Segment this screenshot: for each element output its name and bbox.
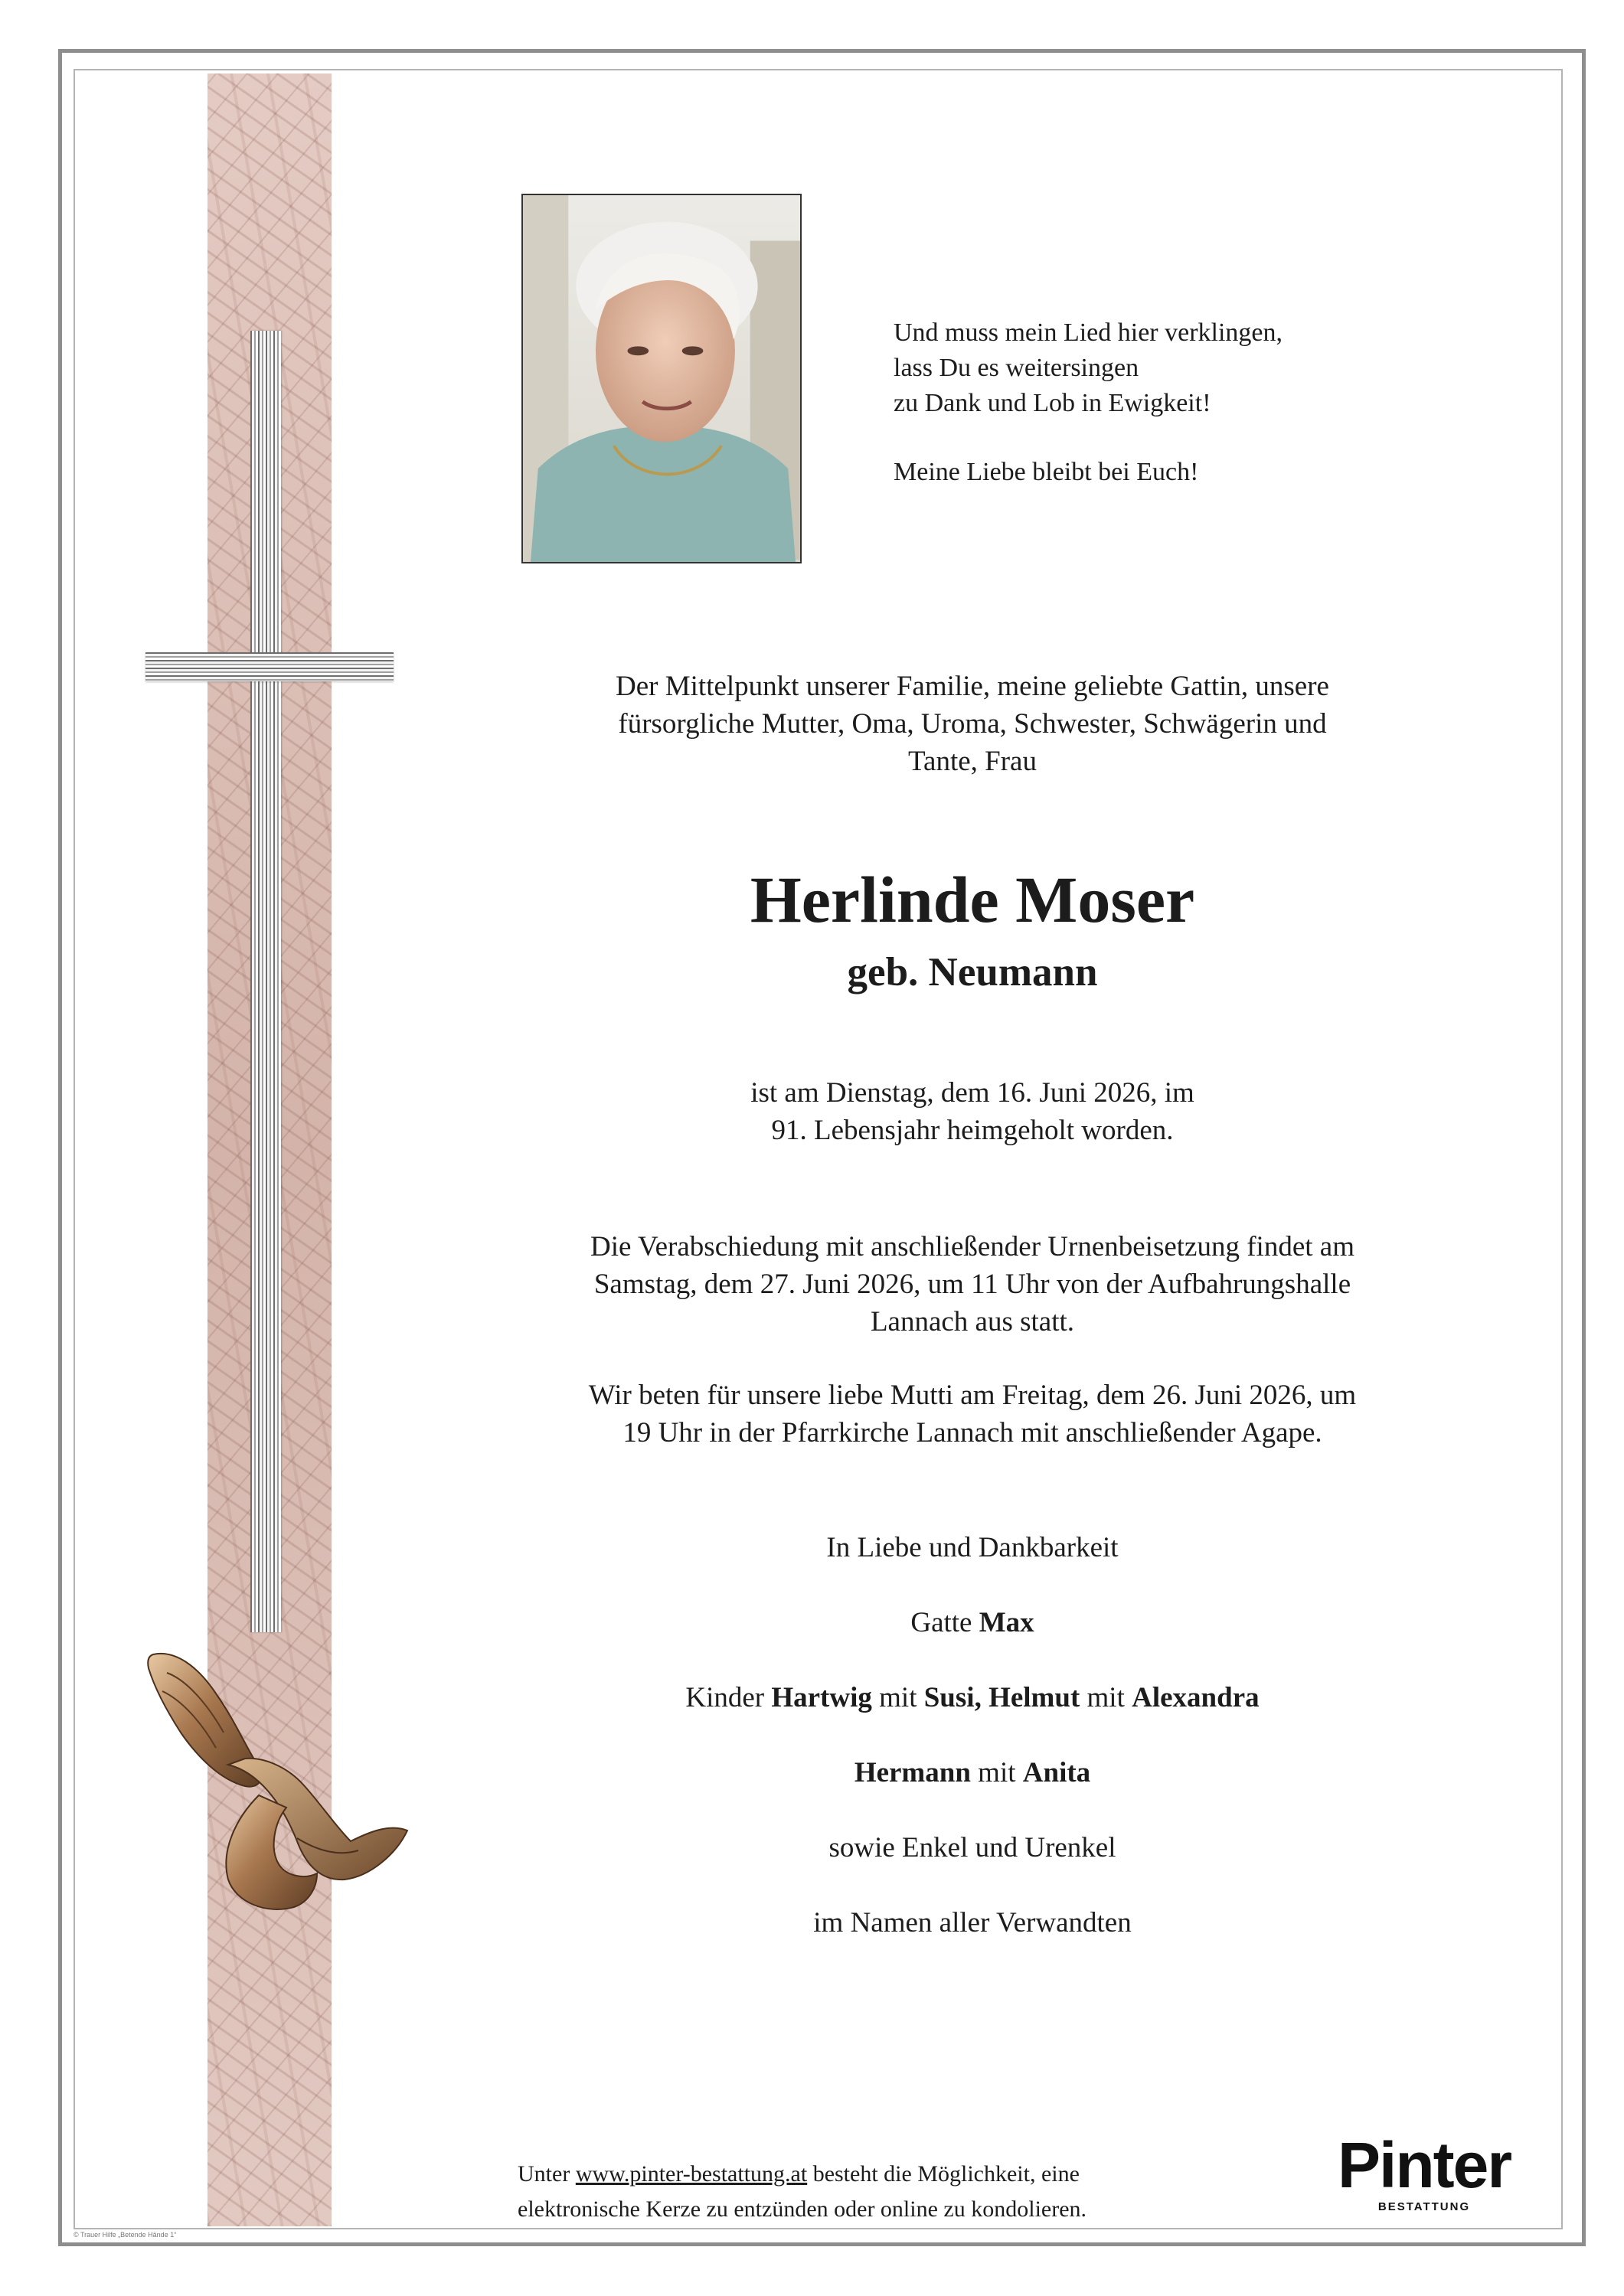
intro-line: Der Mittelpunkt unserer Familie, meine geliebte Gattin, unsere <box>616 671 1329 702</box>
mourners-opening: In Liebe und Dankbarkeit <box>826 1532 1119 1563</box>
poem <box>894 315 1430 490</box>
prayer-line: Wir beten für unsere liebe Mutti am Freitag, dem 26. Juni 2026, um <box>588 1380 1357 1411</box>
death-notice <box>459 1074 1485 1149</box>
intro-text <box>459 668 1485 780</box>
website-link[interactable]: www.pinter-bestattung.at <box>575 2161 808 2187</box>
footer-line-1 <box>518 2157 1322 2192</box>
poem-line: Und muss mein Lied hier verklingen, <box>894 318 1283 347</box>
praying-hands-image <box>144 1650 412 1925</box>
intro-line: Tante, Frau <box>908 746 1037 777</box>
footer-suffix: besteht die Möglichkeit, eine <box>812 2161 1080 2187</box>
deceased-name: Herlinde Moser <box>750 863 1195 936</box>
ceremony-line: Lannach aus statt. <box>870 1306 1075 1337</box>
ceremony-line: Die Verabschiedung mit anschließender Urnenbeisetzung findet am <box>590 1231 1354 1262</box>
prayer-line: 19 Uhr in der Pfarrkirche Lannach mit anschließender Agape. <box>622 1417 1322 1448</box>
child-name: Hermann <box>854 1757 971 1788</box>
poem-line: lass Du es weitersingen <box>894 354 1139 382</box>
ceremony-line: Samstag, dem 27. Juni 2026, um 11 Uhr von der Aufbahrungshalle <box>593 1269 1351 1300</box>
ceremony-notice <box>459 1228 1485 1341</box>
partner-name: Susi, <box>923 1682 982 1713</box>
mourners-closing: im Namen aller Verwandten <box>813 1907 1132 1938</box>
poem-line: zu Dank und Lob in Ewigkeit! <box>894 389 1211 417</box>
partner-name: Alexandra <box>1132 1682 1260 1713</box>
intro-line: fürsorgliche Mutter, Oma, Uroma, Schwester, Schwägerin und <box>618 708 1327 740</box>
spouse-name: Max <box>979 1607 1034 1638</box>
portrait-photo <box>521 194 802 563</box>
partner-name: Anita <box>1022 1757 1091 1788</box>
child-name: Hartwig <box>771 1682 872 1713</box>
mourners-grandchildren: sowie Enkel und Urenkel <box>828 1832 1116 1863</box>
footer-prefix: Unter <box>518 2161 570 2187</box>
with-word: mit <box>978 1757 1016 1788</box>
footer-note <box>518 2157 1322 2227</box>
maiden-name: geb. Neumann <box>847 950 1098 994</box>
logo-name: Pinter <box>1337 2129 1511 2201</box>
death-notice-line: 91. Lebensjahr heimgeholt worden. <box>771 1115 1174 1146</box>
cross-vertical-beam <box>250 331 281 1632</box>
prayer-notice <box>459 1377 1485 1452</box>
with-word: mit <box>879 1682 917 1713</box>
cross-horizontal-beam <box>145 652 394 681</box>
child-name: Helmut <box>988 1682 1080 1713</box>
poem-closing: Meine Liebe bleibt bei Euch! <box>894 458 1199 486</box>
mourners-children <box>459 1679 1485 1716</box>
children-prefix: Kinder <box>685 1682 765 1713</box>
mourners-children-cont <box>459 1754 1485 1791</box>
footer-line-2: elektronische Kerze zu entzünden oder online zu kondolieren. <box>518 2196 1087 2222</box>
image-credit: © Trauer Hilfe „Betende Hände 1“ <box>74 2231 177 2239</box>
mourners-spouse <box>459 1604 1485 1641</box>
death-notice-line: ist am Dienstag, dem 16. Juni 2026, im <box>750 1077 1194 1109</box>
with-word: mit <box>1086 1682 1125 1713</box>
pinter-logo <box>1332 2131 1516 2215</box>
logo-subtitle: BESTATTUNG <box>1377 2200 1471 2213</box>
spouse-prefix: Gatte <box>910 1607 972 1638</box>
